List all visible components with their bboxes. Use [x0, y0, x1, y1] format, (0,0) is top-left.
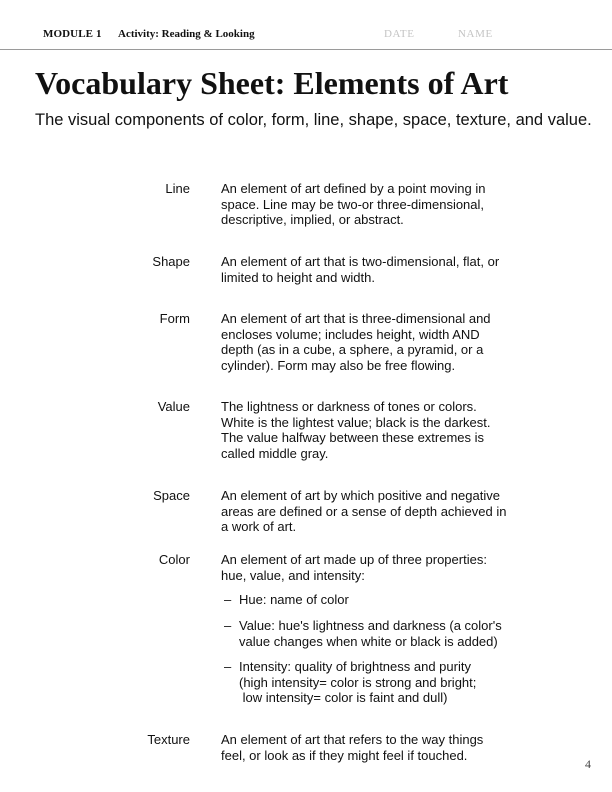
definition-space — [221, 488, 531, 535]
definition-text: An element of art made up of three properties: — [221, 552, 487, 567]
definition-text: An element of art that is three-dimensional and — [221, 311, 491, 326]
page-number: 4 — [585, 757, 591, 771]
term-texture: Texture — [147, 732, 190, 747]
date-label: DATE — [384, 28, 415, 40]
definition-text: An element of art that refers to the way things — [221, 732, 484, 747]
page-title: Vocabulary Sheet: Elements of Art — [35, 65, 509, 101]
term-line: Line — [165, 181, 190, 196]
color-sub-item-value — [221, 618, 541, 649]
sub-item-text: Value: hue's lightness and darkness (a color's — [239, 618, 502, 633]
term-space: Space — [153, 488, 190, 503]
definition-text: An element of art by which positive and negative — [221, 488, 500, 503]
definition-texture — [221, 732, 531, 763]
definition-text: The lightness or darkness of tones or colors. — [221, 399, 477, 414]
dash-bullet: – — [224, 592, 232, 607]
page-header — [0, 0, 612, 50]
definition-shape — [221, 254, 531, 285]
definition-value — [221, 399, 531, 461]
color-sub-item-hue — [221, 592, 541, 608]
definition-text: An element of art that is two-dimensional, flat, or — [221, 254, 500, 269]
definition-text: descriptive, implied, or abstract. — [221, 212, 404, 227]
color-sub-item-intensity — [221, 659, 541, 706]
definition-text: hue, value, and intensity: — [221, 567, 365, 583]
dash-bullet: – — [224, 659, 232, 674]
definition-text: areas are defined or a sense of depth achieved in — [221, 503, 507, 519]
name-label: NAME — [458, 28, 493, 40]
definition-text: a work of art. — [221, 519, 297, 534]
page-subtitle: The visual components of color, form, line, shape, space, texture, and value. — [35, 111, 592, 129]
sub-item-text: (high intensity= color is strong and bright; — [239, 674, 477, 690]
sub-item-text: value changes when white or black is added) — [239, 633, 498, 649]
term-form: Form — [159, 311, 190, 326]
sub-item-text: Hue: name of color — [239, 592, 349, 607]
definition-text: feel, or look as if they might feel if touched. — [221, 747, 468, 763]
definition-text: limited to height and width. — [221, 269, 375, 285]
activity-label: Activity: Reading & Looking — [118, 28, 255, 40]
definition-text: called middle gray. — [221, 445, 329, 461]
dash-bullet: – — [224, 618, 232, 633]
definition-text: White is the lightest value; black is the darkest. — [221, 414, 491, 430]
term-color: Color — [158, 552, 190, 567]
definition-text: An element of art defined by a point moving in — [221, 181, 486, 196]
definition-color — [221, 552, 531, 583]
definition-text: cylinder). Form may also be free flowing. — [221, 357, 456, 373]
sub-item-text: low intensity= color is faint and dull) — [239, 690, 448, 705]
definition-form — [221, 311, 531, 373]
sub-item-text: Intensity: quality of brightness and purity — [239, 659, 471, 674]
definition-text: space. Line may be two-or three-dimensional, — [221, 196, 485, 212]
term-value: Value — [157, 399, 190, 414]
term-shape: Shape — [152, 254, 190, 269]
module-label: MODULE 1 — [43, 28, 102, 40]
definition-text: depth (as in a cube, a sphere, a pyramid, or a — [221, 342, 484, 357]
definition-line — [221, 181, 531, 228]
definition-text: encloses volume; includes height, width AND — [221, 326, 480, 342]
definition-text: The value halfway between these extremes is — [221, 430, 485, 445]
